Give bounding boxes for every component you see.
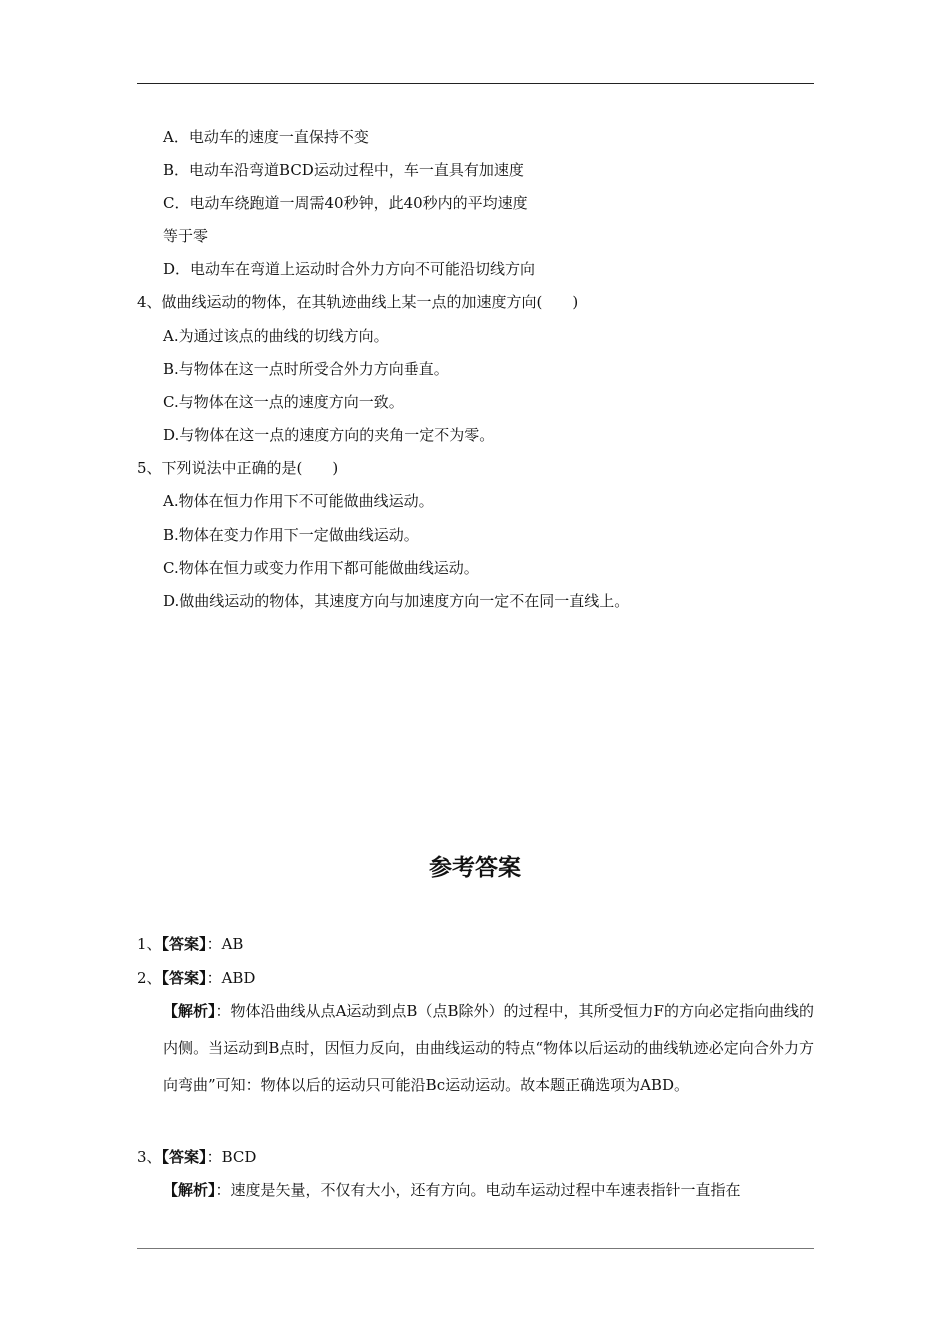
answer-2-analysis-tag: 【解析】 (163, 1002, 216, 1020)
q5-option-c: C.物体在恒力或变力作用下都可能做曲线运动。 (163, 559, 479, 577)
answer-3 (137, 1147, 256, 1167)
q5-option-a: A.物体在恒力作用下不可能做曲线运动。 (163, 492, 434, 510)
answer-1-tag: 【答案】 (161, 935, 207, 953)
answer-2 (137, 968, 255, 988)
answers-title: 参考答案 (429, 855, 521, 881)
q4-option-b: B.与物体在这一点时所受合外力方向垂直。 (163, 360, 449, 378)
q5-stem: 5、下列说法中正确的是( ) (137, 459, 339, 477)
q4-stem: 4、做曲线运动的物体，在其轨迹曲线上某一点的加速度方向( ) (137, 293, 579, 311)
q4-option-d: D.与物体在这一点的速度方向的夹角一定不为零。 (163, 426, 495, 444)
answer-3-value: ：BCD (206, 1148, 257, 1166)
header-rule (137, 83, 814, 84)
answer-3-analysis (163, 1172, 814, 1209)
answer-2-analysis-text: ：物体沿曲线从点A运动到点B（点B除外）的过程中，其所受恒力F的方向必定指向曲线的内侧。当运动到B点时，因恒力反向，由曲线运动的特点“物体以后运动的曲线轨迹必定向合外力方向弯曲”可知：物体以后的运动只可能沿Bc运动运动。故本题正确选项为ABD。 (163, 1002, 814, 1094)
q3-option-d: D．电动车在弯道上运动时合外力方向不可能沿切线方向 (163, 260, 536, 278)
answer-3-analysis-tag: 【解析】 (163, 1181, 216, 1199)
answer-2-tag: 【答案】 (161, 969, 207, 987)
q4-option-c: C.与物体在这一点的速度方向一致。 (163, 393, 404, 411)
answer-3-analysis-text: ：速度是矢量，不仅有大小，还有方向。电动车运动过程中车速表指针一直指在 (215, 1181, 741, 1199)
answer-1-number: 1、 (137, 935, 162, 953)
answer-1-value: ：AB (206, 935, 244, 953)
q4-option-a: A.为通过该点的曲线的切线方向。 (163, 327, 389, 345)
q3-option-c-continued: 等于零 (163, 227, 209, 245)
footer-rule (137, 1248, 814, 1249)
answer-1 (137, 934, 243, 954)
answer-3-number: 3、 (137, 1148, 162, 1166)
answer-2-value: ：ABD (206, 969, 256, 987)
q3-option-b: B．电动车沿弯道BCD运动过程中，车一直具有加速度 (163, 161, 524, 179)
answer-3-tag: 【答案】 (161, 1148, 207, 1166)
answer-2-analysis (163, 993, 814, 1104)
answer-2-number: 2、 (137, 969, 162, 987)
q5-option-d: D.做曲线运动的物体，其速度方向与加速度方向一定不在同一直线上。 (163, 592, 630, 610)
q5-option-b: B.物体在变力作用下一定做曲线运动。 (163, 526, 419, 544)
q3-option-c: C．电动车绕跑道一周需40秒钟，此40秒内的平均速度 (163, 194, 528, 212)
q3-option-a: A．电动车的速度一直保持不变 (163, 128, 369, 146)
